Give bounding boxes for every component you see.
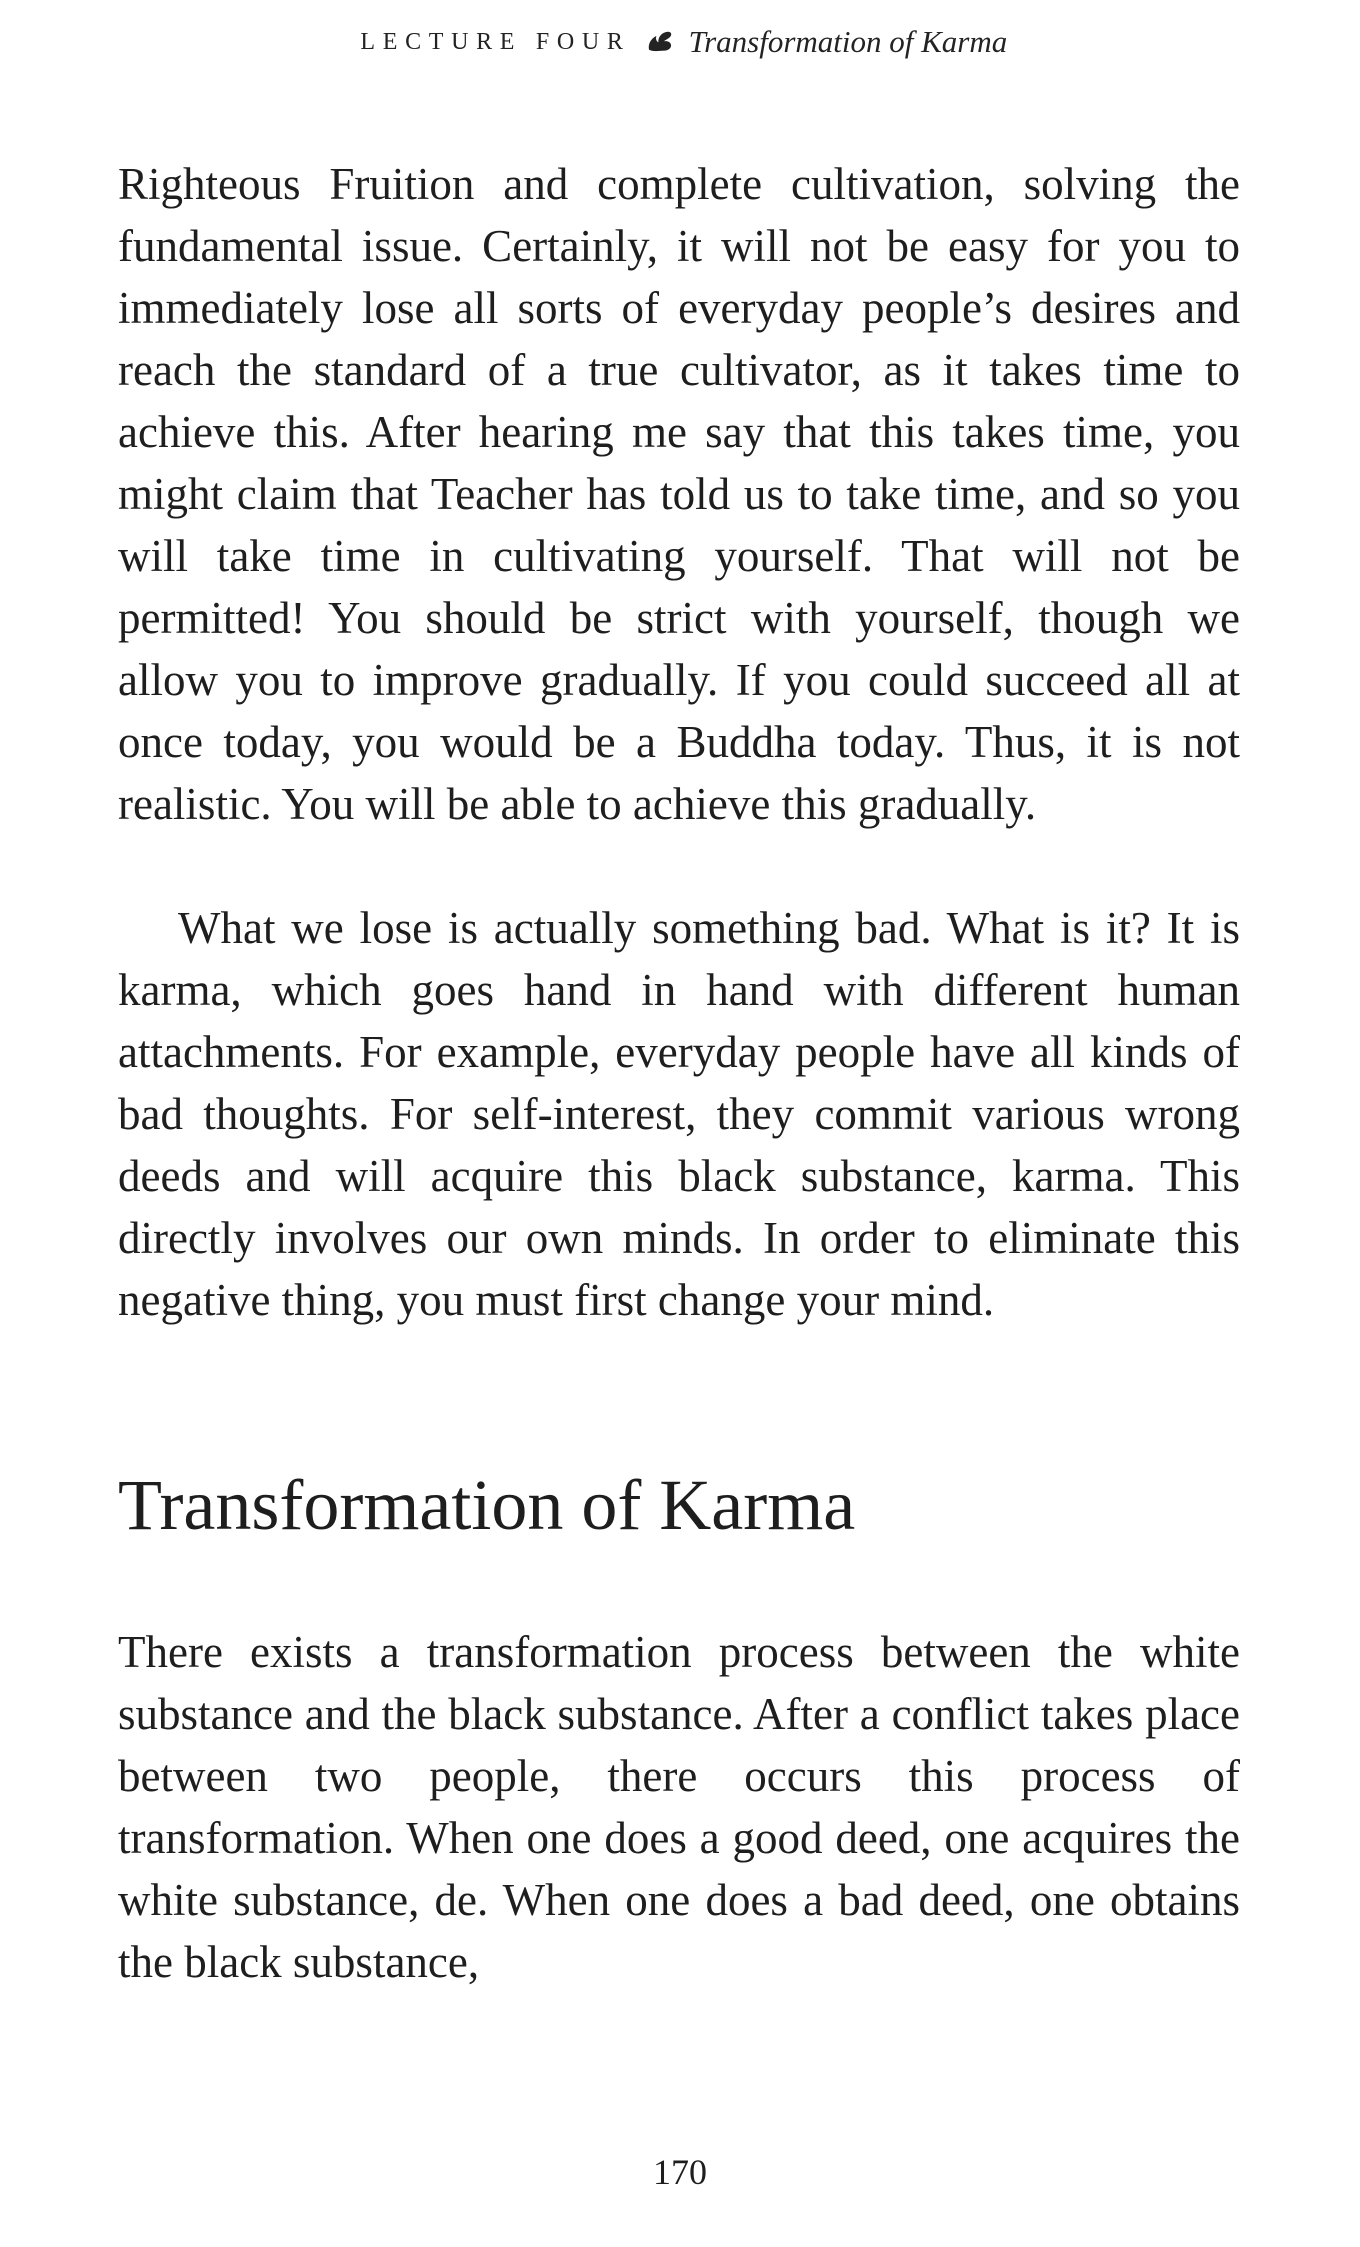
running-header-lecture-label: LECTURE FOUR <box>360 28 631 55</box>
section-heading: Transformation of Karma <box>118 1465 856 1545</box>
paragraph: Righteous Fruition and complete cultivation, solving the fundamental issue. Certainly, it will not be easy for you to immediately lose all sorts of everyday people’s desires and reach the standard of a true cultivator, as it takes time to achieve this. After hearing me say that this takes time, you might claim that Teacher has told us to take time, and so you will take time in cultivating yourself. That will not be permitted! You should be strict with yourself, though we allow you to improve gradually. If you could succeed all at once today, you would be a Buddha today. Thus, it is not realistic. You will be able to achieve this gradually. <box>118 159 1240 829</box>
fleuron-leaf-icon <box>647 30 673 54</box>
running-header <box>0 24 1360 60</box>
paragraph: There exists a transformation process between the white substance and the black substance. After a conflict takes place between two people, there occurs this process of transformation. When one does a good deed, one acquires the white substance, de. When one does a bad deed, one obtains the black substance, <box>118 1627 1240 1987</box>
page-number: 170 <box>653 2152 707 2192</box>
running-header-chapter-title: Transformation of Karma <box>688 24 1008 59</box>
text-block <box>118 153 1240 1993</box>
paragraph: What we lose is actually something bad. What is it? It is karma, which goes hand in hand with different human attachments. For example, everyday people have all kinds of bad thoughts. For self-interest, they commit various wrong deeds and will acquire this black substance, karma. This directly involves our own minds. In order to eliminate this negative thing, you must first change your mind. <box>118 903 1240 1325</box>
